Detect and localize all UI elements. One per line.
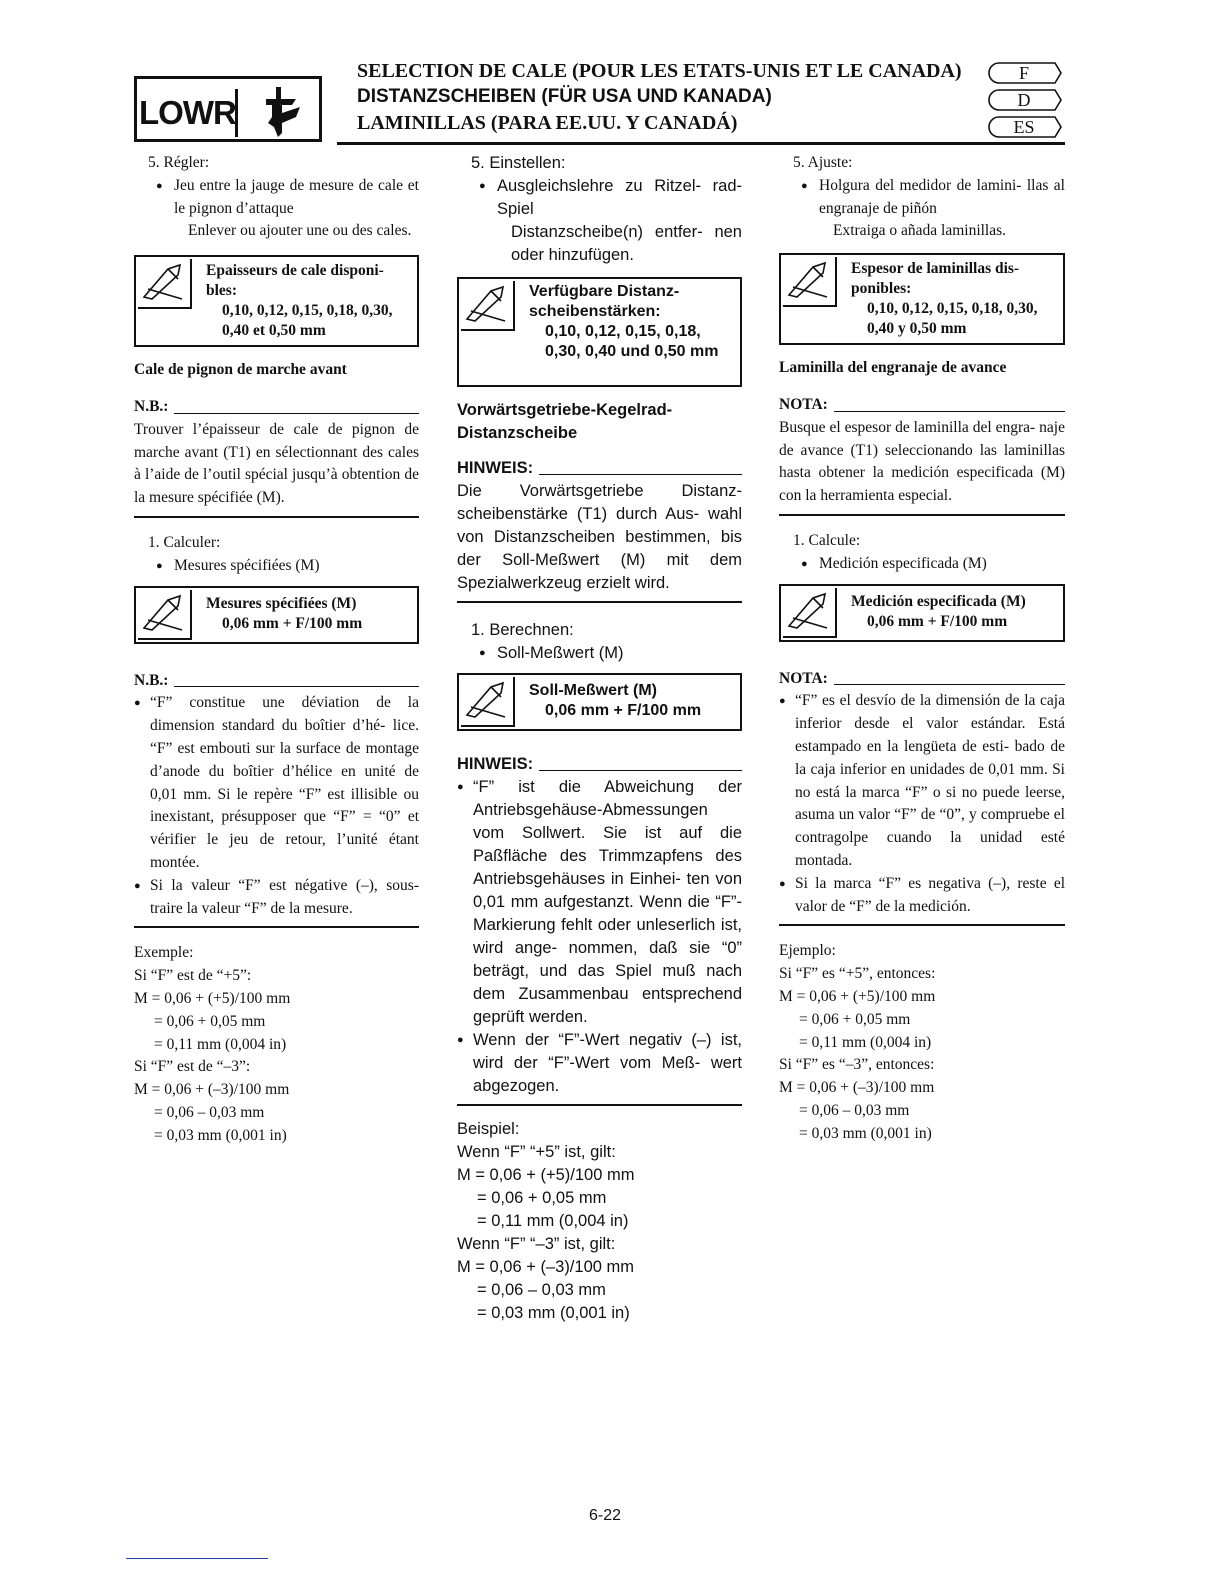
caliper-icon xyxy=(783,588,837,638)
caliper-icon xyxy=(138,590,192,640)
step-1-bullet: ● Soll-Meßwert (M) xyxy=(457,642,742,665)
section-code: LOWR xyxy=(139,89,238,137)
column-french xyxy=(134,152,419,1148)
step-5-bullet: ● Ausgleichslehre zu Ritzel- rad-Spiel xyxy=(457,175,742,221)
spec-box-shim-thickness xyxy=(457,277,742,387)
note-end-rule xyxy=(457,1104,742,1106)
spec-title: Mesures spécifiées (M) xyxy=(206,594,357,612)
note-end-rule xyxy=(134,516,419,518)
step-5-action: Extraiga o añada laminillas. xyxy=(833,222,1007,240)
note-end-rule xyxy=(134,926,419,928)
spec-box-shim-thickness xyxy=(134,255,419,347)
header-rule xyxy=(337,142,1065,145)
language-badge-es: ES xyxy=(985,115,1063,139)
step-5-bullet: ● Holgura del medidor de lamini- llas al engranaje de piñón xyxy=(779,175,1065,221)
section-heading: Cale de pignon de marche avant xyxy=(134,361,347,379)
note-item: ● Wenn der “F”-Wert negativ (–) ist, wird der “F”-Wert vom Meß- wert abgezogen. xyxy=(457,1029,742,1098)
spec-title: Epaisseurs de cale disponi- bles: xyxy=(206,262,384,300)
column-german xyxy=(457,152,742,1325)
title-fr: SELECTION DE CALE (POUR LES ETATS-UNIS ET LE CANADA) xyxy=(357,60,962,82)
spec-values: 0,10, 0,12, 0,15, 0,18, 0,30, 0,40 et 0,50 mm xyxy=(222,302,393,340)
step-5-title: 5. Einstellen: xyxy=(471,154,566,172)
section-badge xyxy=(134,76,322,142)
spec-title: Soll-Meßwert (M) xyxy=(529,682,657,699)
spec-title: Espesor de laminillas dis- ponibles: xyxy=(851,260,1020,298)
step-5-bullet: ● Jeu entre la jauge de mesure de cale et le pignon d’attaque xyxy=(134,175,419,221)
title-de: DISTANZSCHEIBEN (FÜR USA UND KANADA) xyxy=(357,86,772,107)
note-text: Trouver l’épaisseur de cale de pignon de marche avant (T1) en sélectionnant des cales à l’aide de l’outil spécial jusqu’à obtention de la mesure spécifiée (M). xyxy=(134,420,419,507)
note-label: HINWEIS: xyxy=(457,753,742,776)
caliper-icon xyxy=(783,257,837,307)
example-block: Ejemplo: Si “F” es “+5”, entonces: M = 0,06 + (+5)/100 mm = 0,06 + 0,05 mm = 0,11 mm (0,004 in) Si “F” es “–3”, entonces: M = 0,06 + (–3)/100 mm = 0,06 – 0,03 mm = 0,03 mm (0,001 in) xyxy=(779,942,936,1142)
step-1-bullet: ● Mesures spécifiées (M) xyxy=(134,555,419,578)
step-5-title: 5. Ajuste: xyxy=(793,154,853,171)
step-5-title: 5. Régler: xyxy=(148,154,210,171)
spec-title: Verfügbare Distanz- scheibenstärken: xyxy=(529,283,680,320)
language-badges xyxy=(985,61,1065,142)
column-spanish xyxy=(779,152,1065,1146)
spec-values: 0,06 mm + F/100 mm xyxy=(222,614,363,632)
page-number: 6-22 xyxy=(588,1507,622,1524)
spec-box-measurement xyxy=(457,673,742,731)
step-1-title: 1. Calcule: xyxy=(793,531,861,549)
lower-unit-icon xyxy=(242,83,318,139)
footer-line xyxy=(126,1558,268,1559)
caliper-icon xyxy=(461,281,515,331)
spec-title: Medición especificada (M) xyxy=(851,592,1026,610)
note-end-rule xyxy=(779,514,1065,516)
spec-box-measurement xyxy=(779,584,1065,642)
spec-box-shim-thickness xyxy=(779,253,1065,345)
spec-values: 0,06 mm + F/100 mm xyxy=(545,702,702,719)
step-1-bullet: ● Medición especificada (M) xyxy=(779,553,1065,576)
note-item: ● “F” constitue une déviation de la dimension standard du boîtier d’hé- lice. “F” est embouti sur la surface de montage d’anode du boîtier d’hélice en unité de 0,01 mm. Si le repère “F” est illisible ou inexistant, présupposer que “F” = “0” et vérifier le jeu de retour, l’unité étant montée. xyxy=(134,692,419,874)
note-label: NOTA: xyxy=(779,668,1065,691)
note-end-rule xyxy=(779,924,1065,926)
note-text: Die Vorwärtsgetriebe Distanz- scheibenstärke (T1) durch Aus- wahl von Distanzscheiben bestimmen, bis der Soll-Meßwert (M) mit dem Spezialwerkzeug erzielt wird. xyxy=(457,482,742,592)
page-titles xyxy=(357,58,977,136)
spec-values: 0,06 mm + F/100 mm xyxy=(867,612,1008,630)
example-block: Exemple: Si “F” est de “+5”: M = 0,06 + (+5)/100 mm = 0,06 + 0,05 mm = 0,11 mm (0,004 in) Si “F” est de “–3”: M = 0,06 + (–3)/100 mm = 0,06 – 0,03 mm = 0,03 mm (0,001 in) xyxy=(134,944,291,1144)
caliper-icon xyxy=(461,677,515,727)
spec-box-measurement xyxy=(134,586,419,644)
example-block: Beispiel: Wenn “F” “+5” ist, gilt: M = 0,06 + (+5)/100 mm = 0,06 + 0,05 mm = 0,11 mm (0,004 in) Wenn “F” “–3” ist, gilt: M = 0,06 + (–3)/100 mm = 0,06 – 0,03 mm = 0,03 mm (0,001 in) xyxy=(457,1120,635,1322)
caliper-icon xyxy=(138,259,192,309)
note-item: ● “F” es el desvío de la dimensión de la caja inferior desde el valor estándar. Está estampado en la lengüeta de esti- bado de la caja inferior en unidades de 0,01 mm. Si no está la marca “F” o si no puede leerse, asuma un valor “F” de “0”, y compruebe el contragolpe cuando la unidad esté montada. xyxy=(779,690,1065,872)
note-item: ● “F” ist die Abweichung der Antriebsgehäuse-Abmessungen vom Sollwert. Sie ist auf die Paßfläche des Trimmzapfens des Antriebsgehäuses in Einhei- ten von 0,01 mm aufgestanzt. Wenn die “F”-Markierung fehlt oder unleserlich ist, wird ange- nommen, daß sie “0” beträgt, und das Spiel muß nach dem Zusammenbau entsprechend geprüft werden. xyxy=(457,776,742,1029)
spec-values: 0,10, 0,12, 0,15, 0,18, 0,30, 0,40 y 0,50 mm xyxy=(867,300,1038,338)
note-label: HINWEIS: xyxy=(457,457,742,480)
note-item: ● Si la valeur “F” est négative (–), sous- traire la valeur “F” de la mesure. xyxy=(134,875,419,921)
step-1-title: 1. Calculer: xyxy=(148,533,221,551)
note-label: NOTA: xyxy=(779,394,1065,417)
step-5-action: Enlever ou ajouter une ou des cales. xyxy=(188,222,412,240)
section-heading: Laminilla del engranaje de avance xyxy=(779,359,1007,377)
step-5-action: Distanzscheibe(n) entfer- nen oder hinzufügen. xyxy=(511,223,742,264)
spec-values: 0,10, 0,12, 0,15, 0,18, 0,30, 0,40 und 0,50 mm xyxy=(545,323,719,360)
note-end-rule xyxy=(457,601,742,603)
note-label: N.B.: xyxy=(134,670,419,693)
note-item: ● Si la marca “F” es negativa (–), reste el valor de “F” de la medición. xyxy=(779,873,1065,919)
language-badge-f: F xyxy=(985,61,1063,85)
step-1-title: 1. Berechnen: xyxy=(471,621,574,639)
title-es: LAMINILLAS (PARA EE.UU. Y CANADÁ) xyxy=(357,112,738,134)
note-label: N.B.: xyxy=(134,396,419,419)
section-heading: Vorwärtsgetriebe-Kegelrad- Distanzscheibe xyxy=(457,401,673,442)
note-text: Busque el espesor de laminilla del engra- naje de avance (T1) seleccionando las laminillas hasta obtener la medición especificada (M) con la herramienta especial. xyxy=(779,418,1065,505)
language-badge-d: D xyxy=(985,88,1063,112)
